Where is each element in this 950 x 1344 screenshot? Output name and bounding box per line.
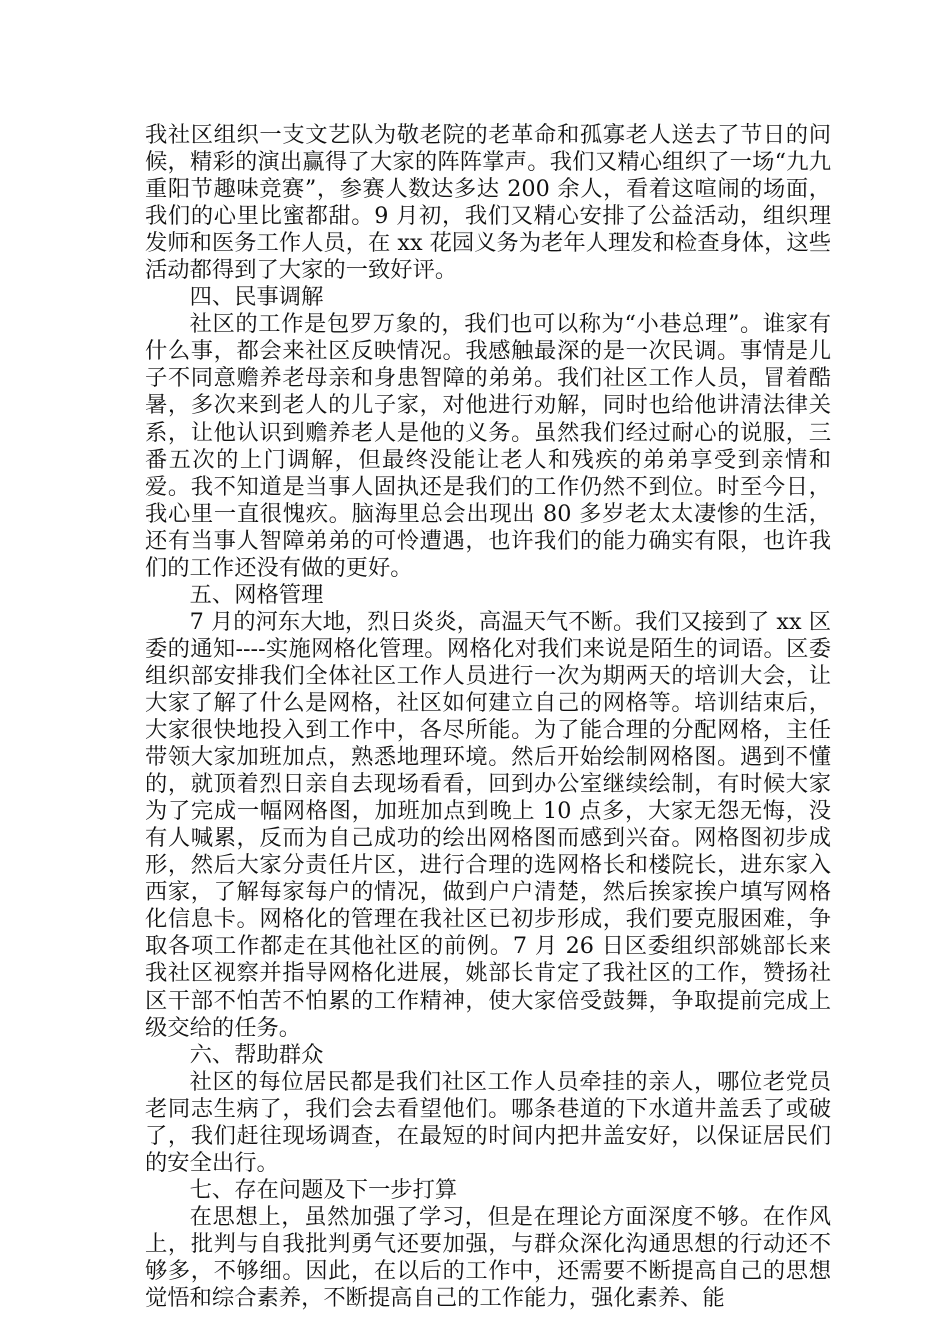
document-body [145,122,831,1312]
paragraph-helping-residents: 社区的每位居民都是我们社区工作人员牵挂的亲人，哪位老党员老同志生病了，我们会去看望他们。哪条巷道的下水道井盖丢了或破了，我们赶往现场调查，在最短的时间内把井盖安好，以保证居民们的安全出行。 [145,1068,831,1176]
paragraph-activities-continued: 我社区组织一支文艺队为敬老院的老革命和孤寡老人送去了节日的问候，精彩的演出赢得了大家的阵阵掌声。我们又精心组织了一场“九九重阳节趣味竞赛”，参赛人数达多达 200 余人，看着这喧闹的场面，我们的心里比蜜都甜。9 月初，我们又精心安排了公益活动，组织理发师和医务工作人员，在 xx 花园义务为老年人理发和检查身体，这些活动都得到了大家的一致好评。 [145,122,831,284]
section-heading-civil-mediation: 四、民事调解 [189,284,324,311]
section-heading-grid-management: 五、网格管理 [189,581,324,608]
paragraph-civil-mediation: 社区的工作是包罗万象的，我们也可以称为“小巷总理”。谁家有什么事，都会来社区反映情况。我感触最深的是一次民调。事情是儿子不同意赡养老母亲和身患智障的弟弟。我们社区工作人员，冒着酷暑，多次来到老人的儿子家，对他进行劝解，同时也给他讲清法律关系，让他认识到赡养老人是他的义务。虽然我们经过耐心的说服，三番五次的上门调解，但最终没能让老人和残疾的弟弟享受到亲情和爱。我不知道是当事人固执还是我们的工作仍然不到位。时至今日，我心里一直很愧疚。脑海里总会出现出 80 多岁老太太凄惨的生活，还有当事人智障弟弟的可怜遭遇，也许我们的能力确实有限，也许我们的工作还没有做的更好。 [145,311,831,581]
paragraph-problems-and-plans: 在思想上，虽然加强了学习，但是在理论方面深度不够。在作风上，批判与自我批判勇气还要加强，与群众深化沟通思想的行动还不够多，不够细。因此，在以后的工作中，还需要不断提高自己的思想觉悟和综合素养，不断提高自己的工作能力，强化素养、能 [145,1203,831,1312]
section-heading-problems-and-plans: 七、存在问题及下一步打算 [189,1176,458,1203]
section-heading-helping-residents: 六、帮助群众 [189,1041,324,1068]
paragraph-grid-management: 7 月的河东大地，烈日炎炎，高温天气不断。我们又接到了 xx 区委的通知----实施网格化管理。网格化对我们来说是陌生的词语。区委组织部安排我们全体社区工作人员进行一次为期两天的培训大会，让大家了解了什么是网格，社区如何建立自己的网格等。培训结束后，大家很快地投入到工作中，各尽所能。为了能合理的分配网格，主任带领大家加班加点，熟悉地理环境。然后开始绘制网格图。遇到不懂的，就顶着烈日亲自去现场看看，回到办公室继续绘制，有时候大家为了完成一幅网格图，加班加点到晚上 10 点多，大家无怨无悔，没有人喊累，反而为自己成功的绘出网格图而感到兴奋。网格图初步成形，然后大家分责任片区，进行合理的选网格长和楼院长，进东家入西家，了解每家每户的情况，做到户户清楚，然后挨家挨户填写网格化信息卡。网格化的管理在我社区已初步形成，我们要克服困难，争取各项工作都走在其他社区的前例。7 月 26 日区委组织部姚部长来我社区视察并指导网格化进展，姚部长肯定了我社区的工作，赞扬社区干部不怕苦不怕累的工作精神，使大家倍受鼓舞，争取提前完成上级交给的任务。 [145,608,831,1041]
